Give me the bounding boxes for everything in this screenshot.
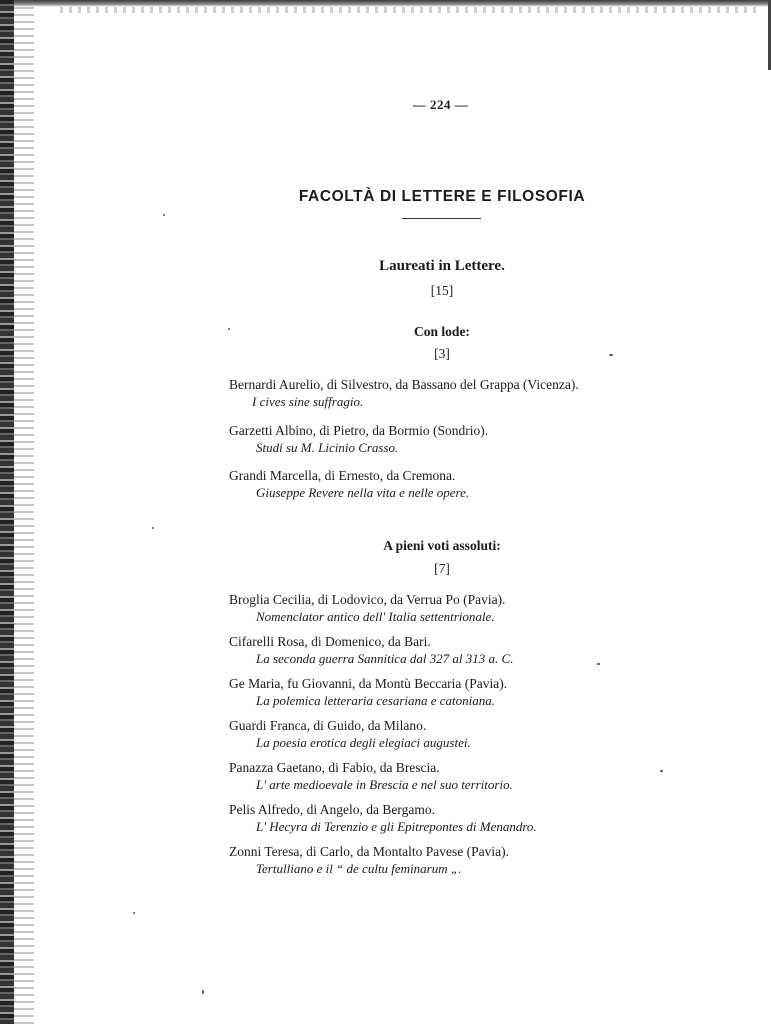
scan-top-shadow — [60, 7, 760, 13]
scan-speck — [163, 214, 165, 216]
graduate-name: Pelis Alfredo, di Angelo, da Bergamo. — [229, 802, 435, 817]
thesis-title: Giuseppe Revere nella vita e nelle opere. — [256, 485, 470, 500]
graduate-entry — [229, 759, 749, 793]
scan-speck — [133, 912, 135, 914]
graduate-name: Guardi Franca, di Guido, da Milano. — [229, 718, 427, 733]
with-honors-count: [3] — [434, 346, 450, 361]
graduate-entry — [229, 801, 749, 835]
faculty-title: FACOLTÀ DI LETTERE E FILOSOFIA — [298, 188, 586, 205]
scan-speck — [660, 770, 663, 772]
section-count: [15] — [430, 283, 454, 298]
graduate-entry — [229, 591, 749, 625]
full-marks-title: A pieni voti assoluti: — [383, 538, 501, 553]
full-marks-count: [7] — [434, 561, 450, 576]
graduate-name: Grandi Marcella, di Ernesto, da Cremona. — [229, 468, 456, 483]
scan-speck — [152, 527, 154, 529]
graduate-entry — [229, 467, 749, 501]
scan-speck — [597, 663, 600, 665]
thesis-title: La seconda guerra Sannitica dal 327 al 313 a. C. — [256, 651, 514, 666]
scan-speck — [228, 328, 230, 330]
scan-binding-shadow — [14, 0, 34, 1024]
graduate-entry — [229, 633, 749, 667]
with-honors-title: Con lode: — [414, 324, 470, 339]
graduate-name: Zonni Teresa, di Carlo, da Montalto Pavese (Pavia). — [229, 844, 509, 859]
graduate-name: Panazza Gaetano, di Fabio, da Brescia. — [229, 760, 440, 775]
scan-speck — [202, 990, 204, 994]
graduate-entry — [229, 843, 749, 877]
section-title: Laureati in Lettere. — [379, 258, 505, 274]
thesis-title: Tertulliano e il “ de cultu feminarum „. — [256, 861, 462, 876]
graduate-entry — [229, 717, 749, 751]
thesis-title: La polemica letteraria cesariana e catoniana. — [256, 693, 496, 708]
thesis-title: Studi su M. Licinio Crasso. — [256, 440, 399, 455]
title-rule — [402, 218, 481, 219]
page-number: — 224 — — [412, 97, 469, 112]
thesis-title: I cives sine suffragio. — [252, 394, 364, 409]
graduate-name: Garzetti Albino, di Pietro, da Bormio (Sondrio). — [229, 423, 489, 438]
graduate-name: Bernardi Aurelio, di Silvestro, da Bassano del Grappa (Vicenza). — [229, 377, 579, 392]
graduate-entry — [229, 376, 749, 410]
scan-top-edge — [0, 0, 771, 7]
scan-binding-edge — [0, 0, 14, 1024]
graduate-entry — [229, 675, 749, 709]
scan-speck — [609, 354, 613, 356]
graduate-entry — [229, 422, 749, 456]
graduate-name: Broglia Cecilia, di Lodovico, da Verrua Po (Pavia). — [229, 592, 506, 607]
thesis-title: L' Hecyra di Terenzio e gli Epitrepontes di Menandro. — [256, 819, 537, 834]
graduate-name: Ge Maria, fu Giovanni, da Montù Beccaria (Pavia). — [229, 676, 508, 691]
thesis-title: L' arte medioevale in Brescia e nel suo territorio. — [256, 777, 513, 792]
thesis-title: Nomenclator antico dell' Italia settentrionale. — [256, 609, 495, 624]
thesis-title: La poesia erotica degli elegiaci augustei. — [256, 735, 471, 750]
graduate-name: Cifarelli Rosa, di Domenico, da Bari. — [229, 634, 431, 649]
